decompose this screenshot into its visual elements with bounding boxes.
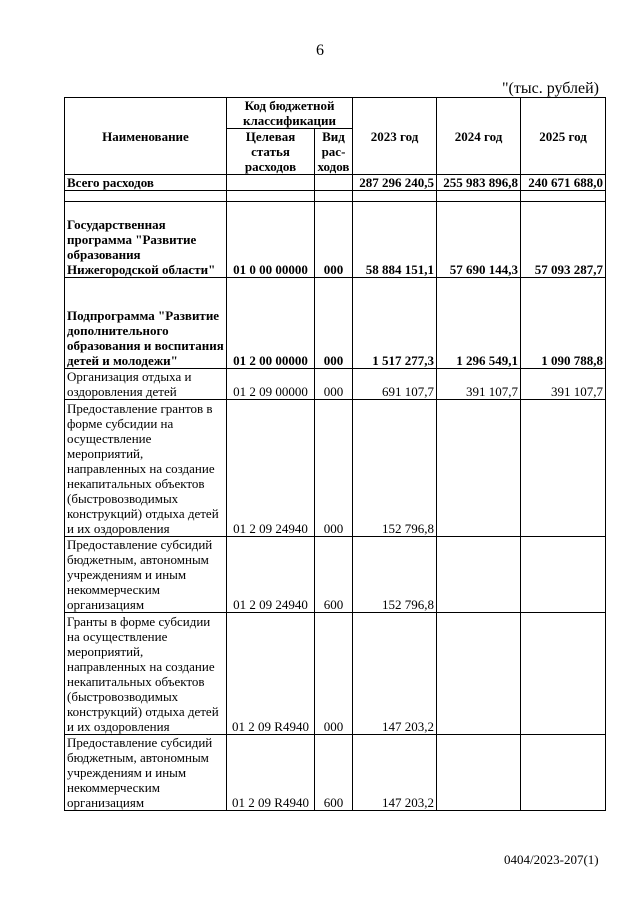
row-name: Подпрограмма "Развитие дополнительного образования и воспитания детей и молодежи" — [65, 278, 227, 369]
row-2025 — [521, 537, 606, 613]
row-csr: 01 2 09 R4940 — [227, 613, 315, 735]
table-row — [65, 613, 606, 735]
header-target-article: Целевая статья расходов — [227, 129, 315, 175]
row-2025 — [521, 613, 606, 735]
row-csr: 01 0 00 00000 — [227, 202, 315, 278]
total-csr-cell — [227, 175, 315, 191]
row-vr: 000 — [315, 613, 353, 735]
total-2024: 255 983 896,8 — [437, 175, 521, 191]
row-csr: 01 2 09 24940 — [227, 400, 315, 537]
budget-table — [64, 97, 606, 811]
table-row — [65, 735, 606, 811]
spacer-row — [65, 191, 606, 202]
table-row — [65, 278, 606, 369]
row-csr: 01 2 00 00000 — [227, 278, 315, 369]
page-number: 6 — [316, 42, 324, 59]
row-2023: 147 203,2 — [353, 613, 437, 735]
table-row — [65, 202, 606, 278]
total-label: Всего расходов — [65, 175, 227, 191]
row-name: Предоставление субсидий бюджетным, автономным учреждениям и иным некоммерческим организациям — [65, 735, 227, 811]
row-2023: 58 884 151,1 — [353, 202, 437, 278]
row-2024 — [437, 400, 521, 537]
row-name: Гранты в форме субсидии на осуществление мероприятий, направленных на создание некапитальных объектов (быстровозводимых конструкций) отдыха детей и их оздоровления — [65, 613, 227, 735]
row-2025: 391 107,7 — [521, 369, 606, 400]
row-csr: 01 2 09 00000 — [227, 369, 315, 400]
total-2025: 240 671 688,0 — [521, 175, 606, 191]
row-2024: 391 107,7 — [437, 369, 521, 400]
row-vr: 600 — [315, 735, 353, 811]
table-row — [65, 400, 606, 537]
row-2023: 691 107,7 — [353, 369, 437, 400]
row-csr: 01 2 09 24940 — [227, 537, 315, 613]
header-expense-type: Вид рас-ходов — [315, 129, 353, 175]
header-name: Наименование — [65, 98, 227, 175]
row-2025 — [521, 400, 606, 537]
table-row — [65, 369, 606, 400]
header-year-2023: 2023 год — [353, 98, 437, 175]
row-2024 — [437, 613, 521, 735]
row-2023: 152 796,8 — [353, 537, 437, 613]
total-vr-cell — [315, 175, 353, 191]
row-name: Предоставление субсидий бюджетным, автономным учреждениям и иным некоммерческим организациям — [65, 537, 227, 613]
header-code-group: Код бюджетной классификации — [227, 98, 353, 129]
row-2025 — [521, 735, 606, 811]
row-vr: 000 — [315, 400, 353, 537]
row-name: Предоставление грантов в форме субсидии на осуществление мероприятий, направленных на создание некапитальных объектов (быстровозводимых конструкций) отдыха детей и их оздоровления — [65, 400, 227, 537]
units-label: "(тыс. рублей) — [502, 80, 599, 97]
row-2024 — [437, 735, 521, 811]
row-vr: 000 — [315, 369, 353, 400]
header-year-2025: 2025 год — [521, 98, 606, 175]
row-csr: 01 2 09 R4940 — [227, 735, 315, 811]
document-number: 0404/2023-207(1) — [504, 852, 599, 867]
row-2024: 57 690 144,3 — [437, 202, 521, 278]
total-row — [65, 175, 606, 191]
row-2024: 1 296 549,1 — [437, 278, 521, 369]
row-vr: 000 — [315, 202, 353, 278]
row-vr: 000 — [315, 278, 353, 369]
row-vr: 600 — [315, 537, 353, 613]
row-2023: 152 796,8 — [353, 400, 437, 537]
row-2025: 57 093 287,7 — [521, 202, 606, 278]
table-row — [65, 537, 606, 613]
row-2025: 1 090 788,8 — [521, 278, 606, 369]
total-2023: 287 296 240,5 — [353, 175, 437, 191]
row-2023: 1 517 277,3 — [353, 278, 437, 369]
header-year-2024: 2024 год — [437, 98, 521, 175]
row-name: Организация отдыха и оздоровления детей — [65, 369, 227, 400]
row-2023: 147 203,2 — [353, 735, 437, 811]
row-name: Государственная программа "Развитие образования Нижегородской области" — [65, 202, 227, 278]
row-2024 — [437, 537, 521, 613]
